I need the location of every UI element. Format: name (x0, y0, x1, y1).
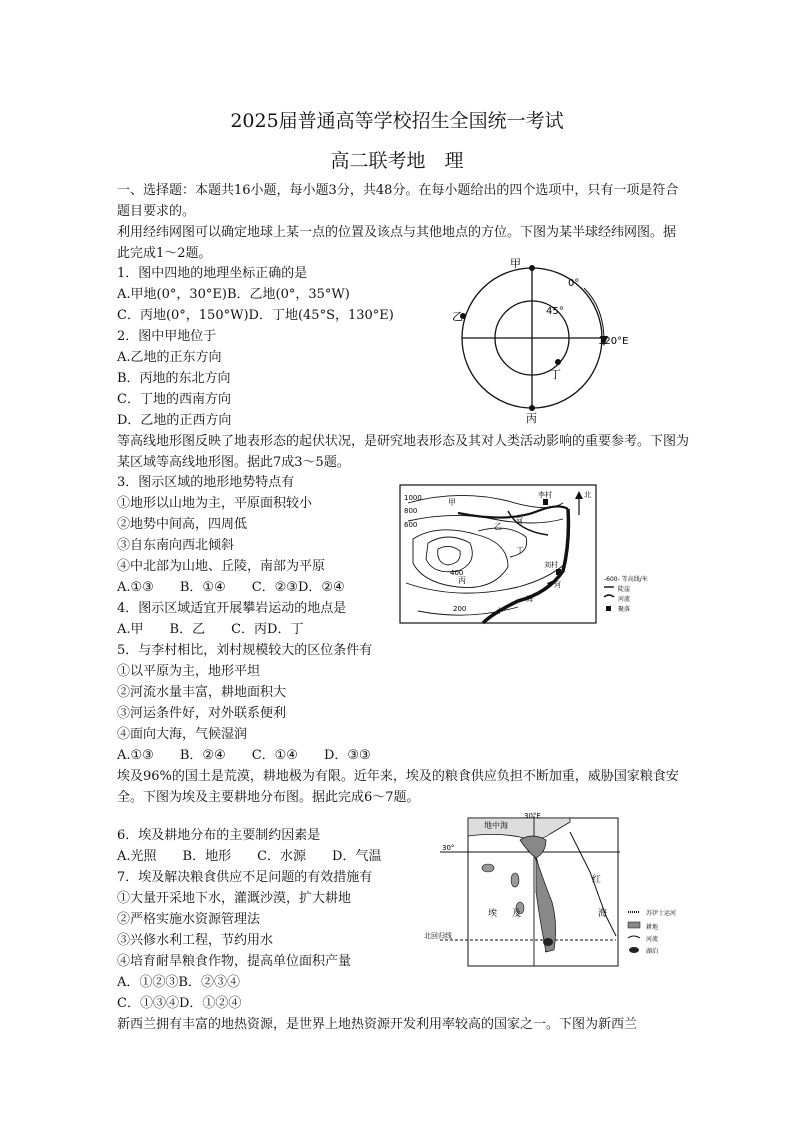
q7-item-1: ①大量开采地下水，灌溉沙漠，扩大耕地 (117, 891, 352, 906)
q3-item-2: ②地势中间高，四周低 (117, 517, 248, 532)
fig2-legend-cliff: 陡崖 (618, 586, 631, 593)
q3-item-4: ④中北部为山地、丘陵，南部为平原 (117, 559, 326, 574)
q7-item-3: ③兴修水利工程，节约用水 (117, 933, 274, 948)
fig1-label-jia: 甲 (510, 257, 521, 270)
q1-stem: 1．图中四地的地理坐标正确的是 (117, 266, 308, 281)
q2-option-c: C．丁地的西南方向 (117, 392, 231, 407)
fig2-label-hai: 海 (526, 595, 533, 603)
q5-stem: 5．与李村相比，刘村规模较大的区位条件有 (117, 643, 373, 658)
fig2-legend-contour: -600- 等高线/米 (604, 576, 648, 583)
hemisphere-graticule-figure (452, 250, 632, 425)
fig3-label-hong: 红 (592, 875, 602, 885)
q7-item-2: ②严格实施水资源管理法 (117, 912, 261, 927)
contour-map-figure (398, 483, 678, 625)
fig1-label-yi: 乙 (452, 310, 463, 323)
exam-title: 2025届普通高等学校招生全国统一考试 (230, 110, 564, 132)
fig2-label-ding: 丁 (516, 546, 524, 555)
q6-options: A.光照 B．地形 C．水源 D．气温 (117, 849, 382, 864)
fig1-label-ding: 丁 (550, 368, 561, 381)
q3-stem: 3．图示区域的地形地势特点有 (117, 475, 295, 490)
section-intro: 一、选择题：本题共16小题，每小题3分，共48分。在每小题给出的四个选项中，只有一项是符合题目要求的。 (117, 183, 679, 219)
fig2-contour-400: 400 (450, 569, 464, 577)
fig2-contour-600: 600 (404, 521, 418, 529)
fig3-label-ji: 及 (512, 909, 522, 919)
fig2-legend-river: 河流 (618, 596, 631, 603)
fig2-label-licun: 李村 (538, 491, 552, 499)
fig1-label-120e: 120°E (598, 336, 629, 347)
q5-item-3: ③河运条件好，对外联系便利 (117, 706, 287, 721)
group3-intro: 埃及96%的国土是荒漠，耕地极为有限。近年来，埃及的粮食供应负担不断加重，威胁国家粮食安全。下图为埃及主要耕地分布图。据此完成6～7题。 (117, 769, 679, 805)
q3-item-3: ③自东南向西北倾斜 (117, 538, 235, 553)
q1-options-ab: A.甲地(0°，30°E)B．乙地(0°，35°W) (117, 287, 350, 302)
fig2-north: 北 (584, 491, 591, 499)
fig2-label-liucun: 刘村 (544, 561, 558, 569)
fig3-label-30e: 30°E (524, 812, 541, 820)
fig1-label-bing: 丙 (526, 412, 537, 425)
egypt-farmland-figure (420, 812, 690, 972)
fig3-legend-farmland: 耕地 (646, 924, 659, 931)
q5-options: A.①③ B．②④ C．①④ D．③③ (117, 748, 371, 763)
fig3-label-30: 30° (442, 844, 455, 852)
group1-intro: 利用经纬网图可以确定地球上某一点的位置及该点与其他地点的方位。下图为某半球经纬网图。据此完成1～2题。 (117, 225, 677, 261)
fig3-label-sea: 地中海 (484, 821, 508, 830)
fig2-label-he2: 河 (554, 581, 561, 589)
q4-stem: 4．图示区域适宜开展攀岩运动的地点是 (117, 601, 347, 616)
q3-item-1: ①地形以山地为主，平原面积较小 (117, 496, 313, 511)
fig2-label-he1: 河 (516, 517, 523, 525)
q5-item-1: ①以平原为主，地形平坦 (117, 664, 261, 679)
q2-stem: 2．图中甲地位于 (117, 329, 217, 344)
fig3-label-tropic: 北回归线 (424, 932, 452, 940)
q2-option-d: D．乙地的正西方向 (117, 413, 232, 428)
group4-intro: 新西兰拥有丰富的地热资源，是世界上地热资源开发利用率较高的国家之一。下图为新西兰 (117, 1017, 638, 1032)
fig2-label-xiao: 小 (496, 607, 503, 615)
q2-option-b: B．丙地的东北方向 (117, 371, 231, 386)
q7-options-ab: A．①②③B．②③④ (117, 975, 240, 990)
q4-options: A.甲 B．乙 C．丙D．丁 (117, 622, 304, 637)
group2-intro: 等高线地形图反映了地表形态的起伏状况，是研究地表形态及其对人类活动影响的重要参考。下图为某区域等高线地形图。据此7成3～5题。 (117, 434, 690, 470)
fig3-legend-canal: 苏伊士运河 (646, 910, 677, 917)
fig2-legend-settlement: 聚落 (618, 606, 631, 613)
fig3-legend-lake: 湖泊 (646, 948, 659, 955)
fig2-label-bing: 丙 (458, 576, 466, 585)
fig2-contour-800: 800 (404, 507, 418, 515)
fig3-label-hai: 海 (598, 909, 608, 919)
q7-stem: 7．埃及解决粮食供应不足问题的有效措施有 (117, 870, 373, 885)
fig2-contour-1000: 1000 (404, 494, 422, 502)
q3-options: A.①③ B．①④ C．②③D．②④ (117, 580, 345, 595)
fig2-label-jia: 甲 (448, 498, 456, 507)
q5-item-4: ④面向大海，气候湿润 (117, 727, 248, 742)
q5-item-2: ②河流水量丰富，耕地面积大 (117, 685, 287, 700)
q7-options-cd: C．①③④D．①②④ (117, 996, 242, 1011)
q7-item-4: ④培育耐旱粮食作物，提高单位面积产量 (117, 954, 352, 969)
q6-stem: 6．埃及耕地分布的主要制约因素是 (117, 828, 321, 843)
fig1-label-45: 45° (546, 306, 564, 317)
q1-options-cd: C．丙地(0°，150°W)D．丁地(45°S，130°E) (117, 308, 394, 323)
fig2-label-yi: 乙 (494, 522, 502, 531)
fig3-label-ai: 埃 (488, 909, 498, 919)
q2-option-a: A.乙地的正东方向 (117, 350, 222, 365)
fig3-legend-river: 河流 (646, 936, 659, 943)
fig1-label-0: 0° (568, 278, 580, 289)
fig2-contour-200: 200 (453, 605, 467, 613)
exam-subject: 高二联考地 理 (330, 150, 464, 172)
